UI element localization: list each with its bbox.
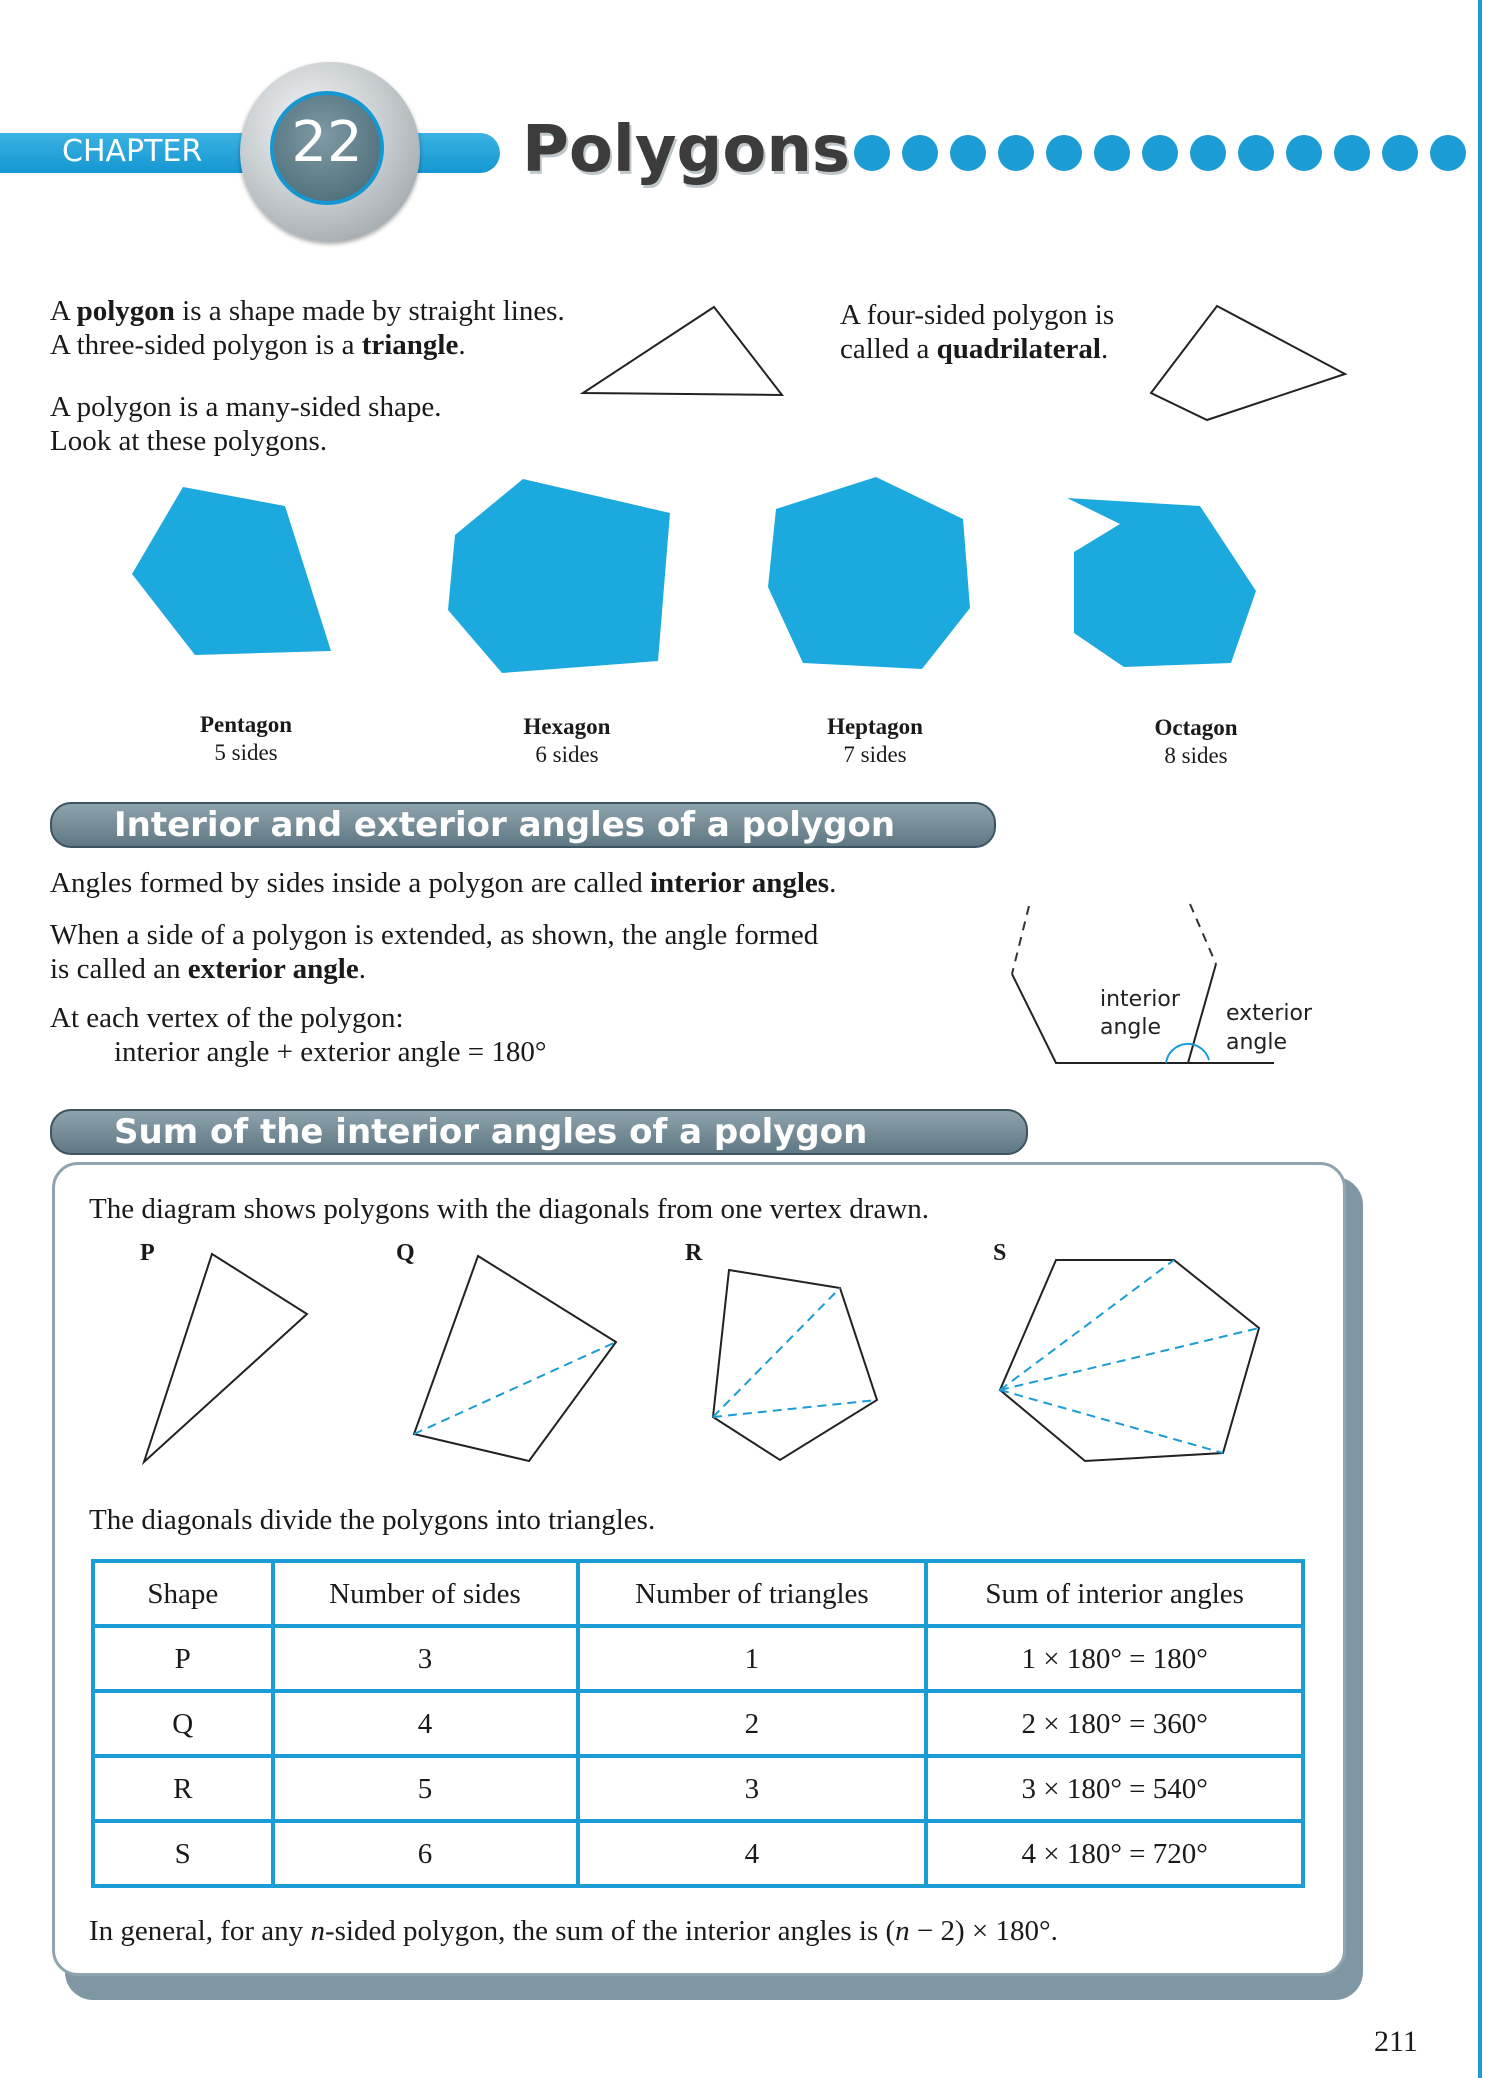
table-row: [93, 1691, 1303, 1756]
table-header-row: [93, 1561, 1303, 1626]
octagon-shape: [1067, 498, 1256, 667]
triangle-figure: [580, 300, 790, 400]
table-row: [93, 1626, 1303, 1691]
table-row: [93, 1821, 1303, 1886]
table-cell: 1: [578, 1626, 927, 1691]
table-cell: 4: [273, 1691, 578, 1756]
table-cell: 2: [578, 1691, 927, 1756]
polygon-name: Pentagon: [200, 712, 292, 737]
chapter-label: CHAPTER: [62, 134, 203, 169]
figure-p-triangle: [144, 1254, 307, 1462]
exterior-label-1: exterior: [1226, 1001, 1312, 1026]
angle-rule: At each vertex of the polygon: interior angle + exterior angle = 180°: [50, 1002, 547, 1068]
page-number: 211: [1374, 2025, 1418, 2058]
table-cell: 1 × 180° = 180°: [926, 1626, 1303, 1691]
interior-label-1: interior: [1100, 987, 1180, 1012]
table-cell: Q: [93, 1691, 273, 1756]
polygon-name: Octagon: [1154, 715, 1238, 740]
exterior-angles-definition: When a side of a polygon is extended, as shown, the angle formed is called an exterior angle.: [50, 919, 819, 985]
figure-label-s: S: [993, 1240, 1007, 1266]
pentagon-caption: [146, 711, 346, 767]
polygon-name: Heptagon: [827, 714, 923, 739]
figure-label-q: Q: [396, 1240, 415, 1266]
table-header-cell: Number of triangles: [578, 1561, 927, 1626]
figure-r-pentagon: [713, 1270, 877, 1460]
octagon-caption: [1096, 714, 1296, 770]
exterior-label-2: angle: [1226, 1030, 1288, 1055]
section-header-sum: Sum of the interior angles of a polygon: [50, 1109, 1028, 1155]
table-cell: 2 × 180° = 360°: [926, 1691, 1303, 1756]
table-cell: P: [93, 1626, 273, 1691]
hexagon-caption: [467, 713, 667, 769]
heptagon-caption: [775, 713, 975, 769]
table-cell: 3: [578, 1756, 927, 1821]
chapter-title: Polygons: [522, 113, 850, 187]
figure-q-quadrilateral: [414, 1256, 616, 1461]
figure-label-r: R: [685, 1240, 703, 1266]
table-cell: 3: [273, 1626, 578, 1691]
exterior-angle-diagram: [1000, 900, 1320, 1080]
heptagon-shape: [768, 477, 970, 669]
polygon-sides: 5 sides: [214, 740, 278, 765]
intro-quadrilateral-definition: A four-sided polygon is called a quadrilateral.: [840, 299, 1115, 365]
interior-angles-definition: Angles formed by sides inside a polygon are called interior angles.: [50, 867, 837, 899]
table-cell: 4: [578, 1821, 927, 1886]
general-formula: In general, for any n-sided polygon, the sum of the interior angles is (n − 2) × 180°.: [89, 1915, 1058, 1947]
table-cell: 6: [273, 1821, 578, 1886]
polygon-shapes-row: [120, 470, 1300, 680]
interior-angles-table: [91, 1559, 1305, 1888]
diagonal-figures: [130, 1240, 1280, 1470]
table-header-cell: Number of sides: [273, 1561, 578, 1626]
table-cell: 5: [273, 1756, 578, 1821]
section-header-angles: Interior and exterior angles of a polygon: [50, 802, 996, 848]
quadrilateral-figure: [1145, 300, 1350, 425]
page-edge-line: [1478, 0, 1482, 2078]
polygon-name: Hexagon: [523, 714, 611, 739]
table-cell: 3 × 180° = 540°: [926, 1756, 1303, 1821]
table-cell: R: [93, 1756, 273, 1821]
intro-polygon-definition: A polygon is a shape made by straight lines. A three-sided polygon is a triangle.: [50, 295, 565, 361]
chapter-number: 22: [291, 110, 363, 175]
table-header-cell: Shape: [93, 1561, 273, 1626]
diagonals-divide-text: The diagonals divide the polygons into triangles.: [89, 1504, 656, 1536]
table-row: [93, 1756, 1303, 1821]
decorative-dots: [850, 131, 1490, 175]
polygon-sides: 8 sides: [1164, 743, 1228, 768]
hexagon-shape: [448, 479, 670, 673]
pentagon-shape: [132, 487, 331, 655]
figure-label-p: P: [140, 1240, 155, 1266]
interior-label-2: angle: [1100, 1015, 1162, 1040]
polygon-sides: 7 sides: [843, 742, 907, 767]
intro-many-sided: A polygon is a many-sided shape. Look at these polygons.: [50, 391, 442, 457]
polygon-sides: 6 sides: [535, 742, 599, 767]
diagonals-intro: The diagram shows polygons with the diagonals from one vertex drawn.: [89, 1193, 930, 1225]
table-header-cell: Sum of interior angles: [926, 1561, 1303, 1626]
table-cell: S: [93, 1821, 273, 1886]
table-cell: 4 × 180° = 720°: [926, 1821, 1303, 1886]
